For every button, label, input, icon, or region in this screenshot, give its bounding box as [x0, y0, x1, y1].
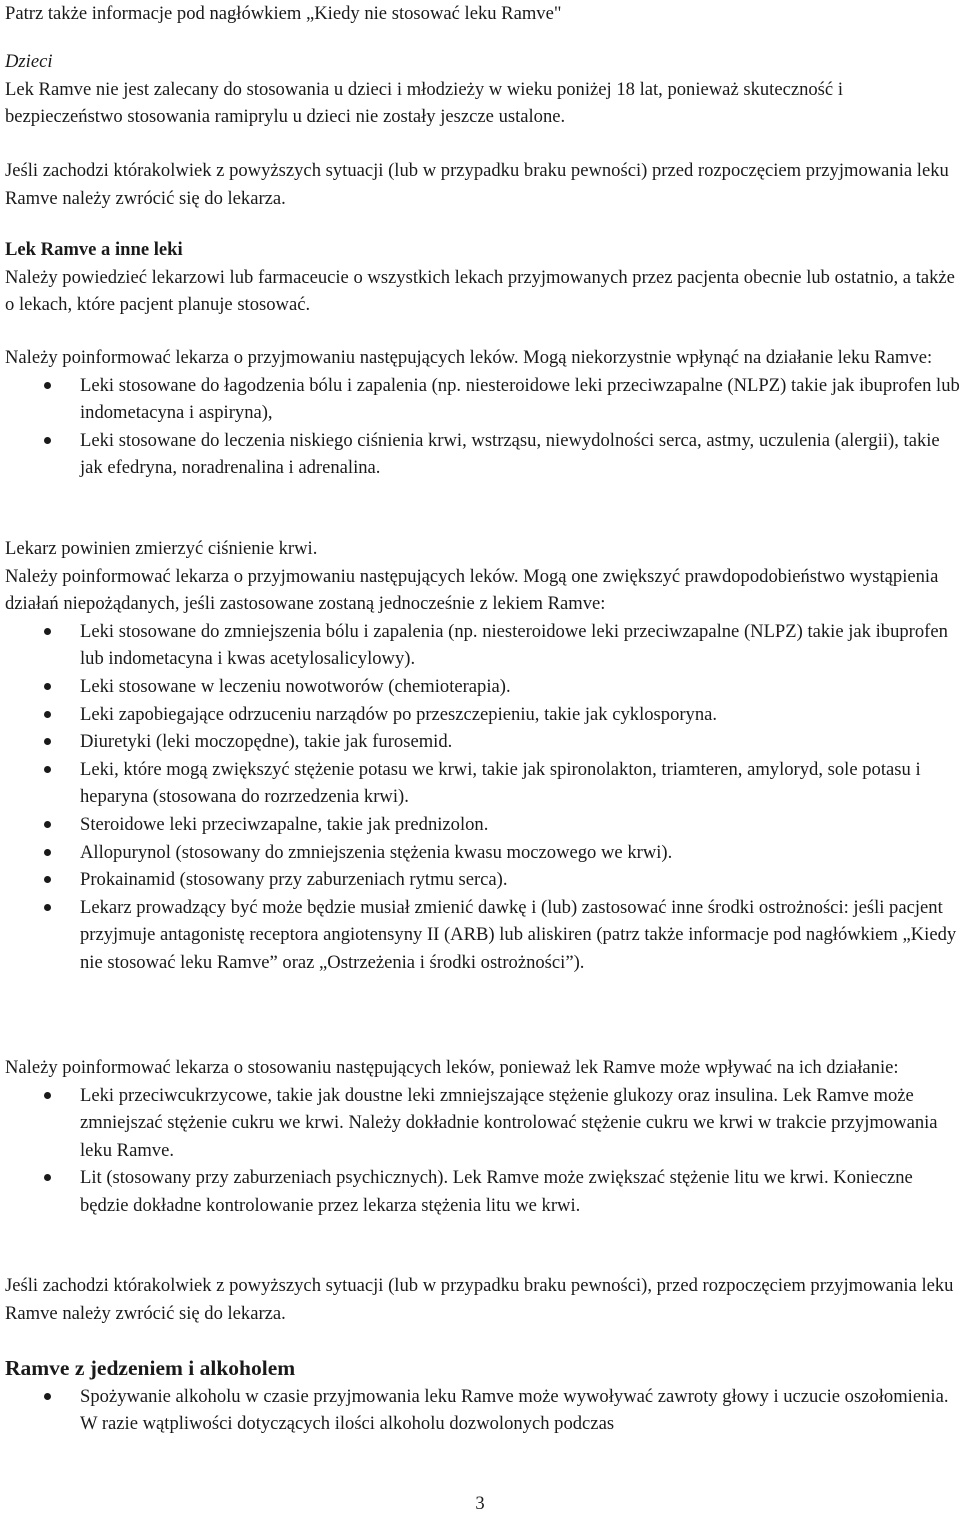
children-text: Lek Ramve nie jest zalecany do stosowania u dzieci i młodzieży w wieku poniżej 18 lat, ponieważ skuteczność i bezpieczeństwo stosowania ramiprylu u dzieci nie zostały jeszcze ustalone. — [5, 78, 843, 128]
group3-section — [5, 1054, 960, 1220]
notice-paragraph-2: Jeśli zachodzi którakolwiek z powyższych sytuacji (lub w przypadku braku pewności), przed rozpoczęciem przyjmowania leku Ramve należy zwrócić się do lekarza. — [5, 1275, 954, 1324]
other-drugs-heading: Lek Ramve a inne leki — [5, 239, 183, 260]
group3-lead: Należy poinformować lekarza o stosowaniu następujących leków, ponieważ lek Ramve może wpływać na ich działanie: — [5, 1057, 899, 1078]
other-drugs-text: Należy powiedzieć lekarzowi lub farmaceucie o wszystkich lekach przyjmowanych przez pacjenta obecnie lub ostatnio, a także o lekach, które pacjent planuje stosować. — [5, 266, 955, 316]
list-item: Prokainamid (stosowany przy zaburzeniach rytmu serca). — [5, 866, 960, 894]
food-heading: Ramve z jedzeniem i alkoholem — [5, 1356, 296, 1380]
list-item: Spożywanie alkoholu w czasie przyjmowania leku Ramve może wywoływać zawroty głowy i uczucie oszołomienia. W razie wątpliwości dotyczących ilości alkoholu dozwolonych podczas — [5, 1383, 960, 1438]
group3-list — [5, 1082, 960, 1220]
children-section — [5, 48, 960, 131]
list-item: Lit (stosowany przy zaburzeniach psychicznych). Lek Ramve może zwiększać stężenie litu we krwi. Konieczne będzie dokładne kontrolowanie przez lekarza stężenia litu we krwi. — [5, 1164, 960, 1219]
group2-section — [5, 535, 960, 977]
list-item: Lekarz prowadzący być może będzie musiał zmienić dawkę i (lub) zastosować inne środki ostrożności: jeśli pacjent przyjmuje antagonistę receptora angiotensyny II (ARB) lub aliskiren (patrz także informacje pod nagłówkiem „Kiedy nie stosować leku Ramve” oraz „Ostrzeżenia i środki ostrożności”). — [5, 894, 960, 977]
list-item: Leki stosowane do leczenia niskiego ciśnienia krwi, wstrząsu, niewydolności serca, astmy, uczulenia (alergii), takie jak efedryna, noradrenalina i adrenalina. — [5, 427, 960, 482]
list-item: Leki zapobiegające odrzuceniu narządów po przeszczepieniu, takie jak cyklosporyna. — [5, 701, 960, 729]
list-item: Leki, które mogą zwiększyć stężenie potasu we krwi, takie jak spironolakton, triamteren, amyloryd, sole potasu i heparyna (stosowana do rozrzedzenia krwi). — [5, 756, 960, 811]
group1-lead: Należy poinformować lekarza o przyjmowaniu następujących leków. Mogą niekorzystnie wpłynąć na działanie leku Ramve: — [5, 347, 933, 368]
list-item: Leki stosowane do zmniejszenia bólu i zapalenia (np. niesteroidowe leki przeciwzapalne (NLPZ) takie jak ibuprofen lub indometacyna i kwas acetylosalicylowy). — [5, 618, 960, 673]
group1-list — [5, 372, 960, 482]
list-item: Allopurynol (stosowany do zmniejszenia stężenia kwasu moczowego we krwi). — [5, 839, 960, 867]
list-item: Leki stosowane w leczeniu nowotworów (chemioterapia). — [5, 673, 960, 701]
list-item: Diuretyki (leki moczopędne), takie jak furosemid. — [5, 728, 960, 756]
food-section — [5, 1355, 960, 1438]
children-heading: Dzieci — [5, 51, 53, 72]
group2-lead: Należy poinformować lekarza o przyjmowaniu następujących leków. Mogą one zwiększyć prawdopodobieństwo wystąpienia działań niepożądanych, jeśli zastosowane zostaną jednocześnie z lekiem Ramve: — [5, 565, 939, 615]
list-item: Leki stosowane do łagodzenia bólu i zapalenia (np. niesteroidowe leki przeciwzapalne (NLPZ) takie jak ibuprofen lub indometacyna i aspiryna), — [5, 372, 960, 427]
food-list — [5, 1383, 960, 1438]
blood-pressure-note: Lekarz powinien zmierzyć ciśnienie krwi. — [5, 538, 318, 559]
group2-list — [5, 618, 960, 977]
notice-paragraph-1: Jeśli zachodzi którakolwiek z powyższych sytuacji (lub w przypadku braku pewności) przed rozpoczęciem przyjmowania leku Ramve należy zwrócić się do lekarza. — [5, 160, 949, 209]
other-drugs-section — [5, 236, 960, 319]
group1-section — [5, 344, 960, 482]
list-item: Leki przeciwcukrzycowe, takie jak doustne leki zmniejszające stężenie glukozy oraz insulina. Lek Ramve może zmniejszać stężenie cukru we krwi. Należy dokładnie kontrolować stężenie cukru we krwi w trakcie przyjmowania leku Ramve. — [5, 1082, 960, 1165]
intro-text: Patrz także informacje pod nagłówkiem „Kiedy nie stosować leku Ramve" — [5, 3, 562, 24]
list-item: Steroidowe leki przeciwzapalne, takie jak prednizolon. — [5, 811, 960, 839]
page-number: 3 — [475, 1493, 485, 1514]
